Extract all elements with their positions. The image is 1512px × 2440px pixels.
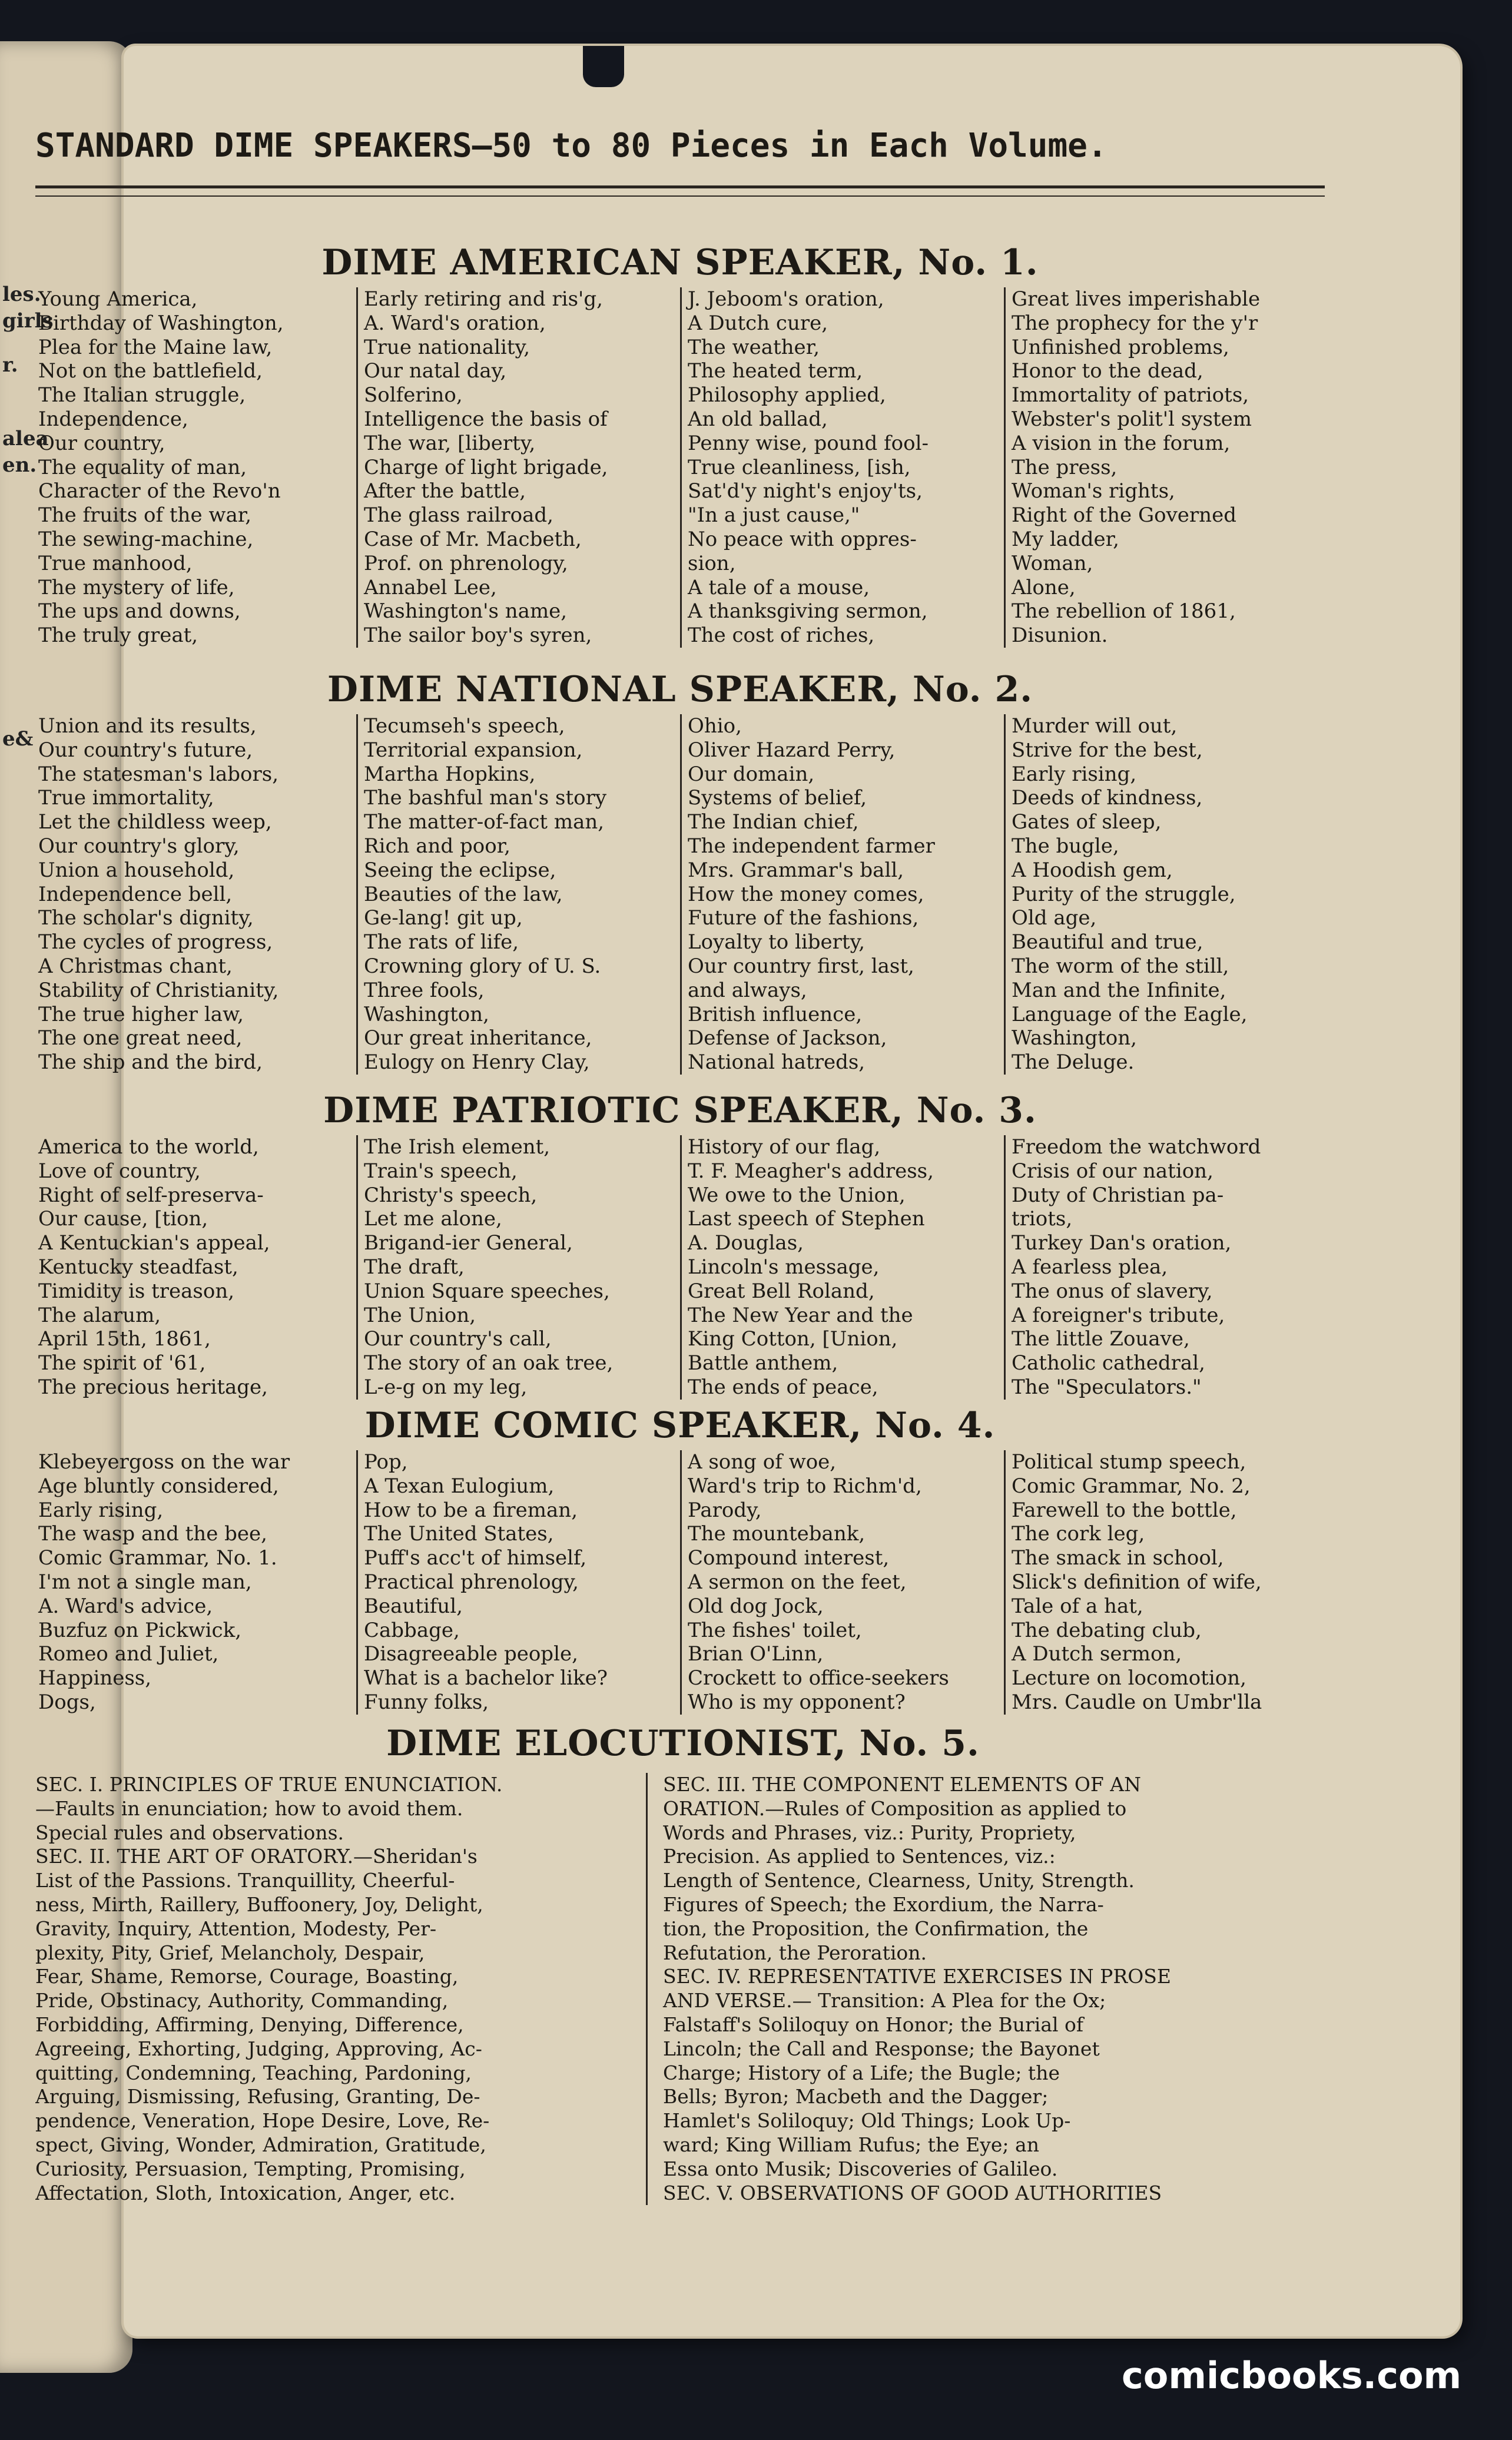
list-item: The worm of the still,: [1012, 954, 1229, 978]
list-item: A. Douglas,: [688, 1231, 804, 1255]
list-item: Last speech of Stephen: [688, 1207, 925, 1231]
section-title: DIME ELOCUTIONIST, No. 5.: [386, 1723, 980, 1764]
list-item: The equality of man,: [38, 455, 247, 479]
list-item: Mrs. Caudle on Umbr'lla: [1012, 1690, 1262, 1714]
list-item: The Italian struggle,: [38, 383, 246, 407]
column-3: [680, 1450, 1004, 1715]
list-item: Catholic cathedral,: [1012, 1351, 1205, 1375]
list-item: April 15th, 1861,: [38, 1327, 211, 1351]
list-item: Future of the fashions,: [688, 906, 919, 930]
list-item: Eulogy on Henry Clay,: [364, 1050, 590, 1075]
text-line: Special rules and observations.: [35, 1821, 344, 1844]
list-item: Washington,: [364, 1002, 489, 1026]
list-item: Woman,: [1012, 551, 1093, 575]
list-item: The scholar's dignity,: [38, 906, 254, 930]
text-line: Precision. As applied to Sentences, viz.:: [663, 1845, 1056, 1868]
list-item: Brian O'Linn,: [688, 1642, 824, 1666]
list-item: The ups and downs,: [38, 599, 241, 624]
text-line: Bells; Byron; Macbeth and the Dagger;: [663, 2085, 1049, 2109]
list-item: An old ballad,: [688, 407, 828, 431]
list-item: A sermon on the feet,: [688, 1570, 907, 1594]
text-line: Gravity, Inquiry, Attention, Modesty, Per-: [35, 1917, 437, 1940]
left-page-fragment: r.: [2, 353, 18, 377]
list-item: My ladder,: [1012, 527, 1119, 551]
text-line: ness, Mirth, Raillery, Buffoonery, Joy, Delight,: [35, 1892, 483, 1916]
list-item: Penny wise, pound fool-: [688, 431, 929, 455]
text-line: Figures of Speech; the Exordium, the Narra-: [663, 1892, 1104, 1916]
list-item: True cleanliness, [ish,: [688, 455, 911, 479]
list-item: Let me alone,: [364, 1207, 502, 1231]
text-line: Hamlet's Soliloquy; Old Things; Look Up-: [663, 2109, 1071, 2133]
list-item: Right of self-preserva-: [38, 1183, 264, 1207]
list-item: The mystery of life,: [38, 575, 235, 599]
list-item: Romeo and Juliet,: [38, 1642, 219, 1666]
list-item: Birthday of Washington,: [38, 311, 284, 335]
list-item: Language of the Eagle,: [1012, 1002, 1248, 1026]
list-item: T. F. Meagher's address,: [688, 1159, 934, 1183]
left-page-fragment: les.: [2, 283, 41, 306]
list-item: Great Bell Roland,: [688, 1279, 875, 1303]
text-line: plexity, Pity, Grief, Melancholy, Despair,: [35, 1941, 425, 1964]
left-page-fragment: girls: [2, 309, 54, 333]
list-item: Seeing the eclipse,: [364, 858, 556, 882]
list-item: Early rising,: [1012, 762, 1137, 786]
list-item: Christy's speech,: [364, 1183, 538, 1207]
list-item: The debating club,: [1012, 1618, 1202, 1642]
section-columns: [32, 1450, 1328, 1715]
list-item: Old dog Jock,: [688, 1594, 824, 1618]
list-item: Washington's name,: [364, 599, 568, 624]
list-item: Political stump speech,: [1012, 1450, 1246, 1474]
left-page-fragment: e&: [2, 727, 34, 751]
list-item: Our country's glory,: [38, 834, 240, 858]
list-item: Sat'd'y night's enjoy'ts,: [688, 479, 923, 503]
section-columns: [32, 1135, 1328, 1400]
list-item: Puff's acc't of himself,: [364, 1546, 587, 1570]
column-1: [32, 1135, 356, 1400]
list-item: The rebellion of 1861,: [1012, 599, 1236, 624]
list-item: British influence,: [688, 1002, 863, 1026]
text-line: Arguing, Dismissing, Refusing, Granting, De-: [35, 2085, 480, 2109]
list-item: A song of woe,: [688, 1450, 837, 1474]
list-item: The sewing-machine,: [38, 527, 254, 551]
list-item: A foreigner's tribute,: [1012, 1303, 1225, 1327]
list-item: Loyalty to liberty,: [688, 930, 866, 954]
list-item: What is a bachelor like?: [364, 1666, 608, 1690]
list-item: The fishes' toilet,: [688, 1618, 862, 1642]
text-line: List of the Passions. Tranquillity, Cheerful-: [35, 1869, 455, 1892]
text-line: Pride, Obstinacy, Authority, Commanding,: [35, 1989, 449, 2013]
list-item: The true higher law,: [38, 1002, 244, 1026]
list-item: Stability of Christianity,: [38, 978, 279, 1002]
elocutionist-right-column: [648, 1773, 1331, 2205]
header-rule: [35, 195, 1325, 197]
list-item: Early rising,: [38, 1498, 164, 1522]
column-4: [1004, 714, 1328, 1075]
list-item: The heated term,: [688, 359, 863, 383]
list-item: Solferino,: [364, 383, 463, 407]
column-3: [680, 714, 1004, 1075]
list-item: True immortality,: [38, 786, 214, 810]
list-item: The smack in school,: [1012, 1546, 1224, 1570]
list-item: History of our flag,: [688, 1135, 881, 1159]
text-line: SEC. IV. REPRESENTATIVE EXERCISES IN PROSE: [663, 1965, 1171, 1988]
list-item: Age bluntly considered,: [38, 1474, 279, 1498]
list-item: Rich and poor,: [364, 834, 510, 858]
list-item: Tecumseh's speech,: [364, 714, 565, 738]
list-item: Beauties of the law,: [364, 882, 563, 906]
column-3: [680, 1135, 1004, 1400]
list-item: Battle anthem,: [688, 1351, 838, 1375]
list-item: Freedom the watchword: [1012, 1135, 1261, 1159]
list-item: Klebeyergoss on the war: [38, 1450, 290, 1474]
list-item: Territorial expansion,: [364, 738, 583, 762]
text-line: SEC. III. THE COMPONENT ELEMENTS OF AN: [663, 1773, 1141, 1796]
list-item: How to be a fireman,: [364, 1498, 578, 1522]
list-item: Beautiful and true,: [1012, 930, 1203, 954]
list-item: Our domain,: [688, 762, 815, 786]
text-line: tion, the Proposition, the Confirmation, the: [663, 1917, 1089, 1940]
list-item: Timidity is treason,: [38, 1279, 235, 1303]
list-item: Case of Mr. Macbeth,: [364, 527, 582, 551]
list-item: Purity of the struggle,: [1012, 882, 1236, 906]
list-item: Slick's definition of wife,: [1012, 1570, 1262, 1594]
list-item: The precious heritage,: [38, 1375, 268, 1399]
list-item: Union and its results,: [38, 714, 257, 738]
list-item: triots,: [1012, 1207, 1073, 1231]
text-line: SEC. I. PRINCIPLES OF TRUE ENUNCIATION.: [35, 1773, 503, 1796]
list-item: The wasp and the bee,: [38, 1522, 267, 1546]
list-item: Great lives imperishable: [1012, 287, 1261, 311]
list-item: Annabel Lee,: [364, 575, 497, 599]
column-3: [680, 287, 1004, 648]
list-item: Let the childless weep,: [38, 810, 272, 834]
section-columns: [35, 1773, 1331, 2205]
list-item: Disunion.: [1012, 624, 1108, 648]
list-item: A Hoodish gem,: [1012, 858, 1173, 882]
list-item: The United States,: [364, 1522, 554, 1546]
list-item: The onus of slavery,: [1012, 1279, 1213, 1303]
left-page-fragment: en.: [2, 453, 37, 477]
watermark-logo: comicbooks.com: [1122, 2354, 1462, 2397]
list-item: Deeds of kindness,: [1012, 786, 1203, 810]
list-item: Our cause, [tion,: [38, 1207, 208, 1231]
list-item: Compound interest,: [688, 1546, 890, 1570]
list-item: Intelligence the basis of: [364, 407, 608, 431]
list-item: Lecture on locomotion,: [1012, 1666, 1246, 1690]
text-line: ORATION.—Rules of Composition as applied to: [663, 1796, 1127, 1820]
list-item: Lincoln's message,: [688, 1255, 880, 1279]
list-item: The independent farmer: [688, 834, 935, 858]
list-item: Our country,: [38, 431, 165, 455]
list-item: King Cotton, [Union,: [688, 1327, 898, 1351]
list-item: The truly great,: [38, 624, 198, 648]
list-item: True nationality,: [364, 335, 530, 359]
list-item: A tale of a mouse,: [688, 575, 870, 599]
text-line: AND VERSE.— Transition: A Plea for the Ox;: [663, 1989, 1106, 2013]
list-item: National hatreds,: [688, 1050, 866, 1075]
list-item: The Deluge.: [1012, 1050, 1135, 1075]
list-item: The Union,: [364, 1303, 476, 1327]
text-line: Refutation, the Peroration.: [663, 1941, 927, 1964]
list-item: The matter-of-fact man,: [364, 810, 605, 834]
list-item: Three fools,: [364, 978, 485, 1002]
list-item: The ends of peace,: [688, 1375, 878, 1399]
list-item: The statesman's labors,: [38, 762, 279, 786]
section-elocutionist: [35, 1722, 1331, 2205]
list-item: Old age,: [1012, 906, 1097, 930]
list-item: Brigand-ier General,: [364, 1231, 573, 1255]
text-line: Falstaff's Soliloquy on Honor; the Burial of: [663, 2013, 1084, 2036]
text-line: Curiosity, Persuasion, Tempting, Promising,: [35, 2157, 466, 2180]
list-item: Union a household,: [38, 858, 235, 882]
section-columns: [32, 714, 1328, 1075]
list-item: Train's speech,: [364, 1159, 518, 1183]
list-item: Kentucky steadfast,: [38, 1255, 238, 1279]
list-item: Ohio,: [688, 714, 742, 738]
list-item: The fruits of the war,: [38, 503, 252, 528]
list-item: Alone,: [1012, 575, 1076, 599]
list-item: A Texan Eulogium,: [364, 1474, 555, 1498]
list-item: The cycles of progress,: [38, 930, 273, 954]
list-item: Character of the Revo'n: [38, 479, 281, 503]
text-line: —Faults in enunciation; how to avoid them.: [35, 1796, 463, 1820]
list-item: Cabbage,: [364, 1618, 460, 1642]
list-item: The war, [liberty,: [364, 431, 536, 455]
list-item: I'm not a single man,: [38, 1570, 252, 1594]
list-item: Woman's rights,: [1012, 479, 1175, 503]
list-item: L-e-g on my leg,: [364, 1375, 528, 1399]
list-item: Comic Grammar, No. 2,: [1012, 1474, 1251, 1498]
list-item: Gates of sleep,: [1012, 810, 1162, 834]
list-item: "In a just cause,": [688, 503, 860, 528]
text-line: Charge; History of a Life; the Bugle; the: [663, 2061, 1060, 2084]
list-item: Our great inheritance,: [364, 1026, 592, 1050]
list-item: Martha Hopkins,: [364, 762, 536, 786]
list-item: A Christmas chant,: [38, 954, 233, 978]
list-item: The spirit of '61,: [38, 1351, 206, 1375]
list-item: Funny folks,: [364, 1690, 489, 1714]
elocutionist-left-column: [35, 1773, 648, 2205]
text-line: Essa onto Musik; Discoveries of Galileo.: [663, 2157, 1058, 2180]
list-item: Love of country,: [38, 1159, 201, 1183]
text-line: SEC. II. THE ART OF ORATORY.—Sheridan's: [35, 1845, 478, 1868]
list-item: Plea for the Maine law,: [38, 335, 273, 359]
list-item: Parody,: [688, 1498, 762, 1522]
list-item: Our country's future,: [38, 738, 253, 762]
list-item: Our natal day,: [364, 359, 507, 383]
text-line: SEC. V. OBSERVATIONS OF GOOD AUTHORITIES: [663, 2181, 1162, 2204]
section-american-speaker: [32, 241, 1328, 648]
column-2: [356, 1450, 680, 1715]
section-title: DIME PATRIOTIC SPEAKER, No. 3.: [323, 1090, 1037, 1131]
list-item: How the money comes,: [688, 882, 924, 906]
column-1: [32, 287, 356, 648]
list-item: The press,: [1012, 455, 1118, 479]
list-item: Comic Grammar, No. 1.: [38, 1546, 277, 1570]
text-line: Forbidding, Affirming, Denying, Difference,: [35, 2013, 464, 2036]
list-item: A fearless plea,: [1012, 1255, 1168, 1279]
text-line: Lincoln; the Call and Response; the Bayonet: [663, 2037, 1100, 2060]
list-item: Webster's polit'l system: [1012, 407, 1252, 431]
text-line: spect, Giving, Wonder, Admiration, Gratitude,: [35, 2133, 486, 2156]
list-item: Washington,: [1012, 1026, 1137, 1050]
list-item: Buzfuz on Pickwick,: [38, 1618, 241, 1642]
list-item: We owe to the Union,: [688, 1183, 906, 1207]
list-item: and always,: [688, 978, 807, 1002]
section-title: DIME COMIC SPEAKER, No. 4.: [364, 1405, 996, 1446]
text-line: pendence, Veneration, Hope Desire, Love, Re-: [35, 2109, 490, 2133]
list-item: The glass railroad,: [364, 503, 553, 528]
text-line: ward; King William Rufus; the Eye; an: [663, 2133, 1039, 2156]
list-item: Murder will out,: [1012, 714, 1178, 738]
list-item: The story of an oak tree,: [364, 1351, 614, 1375]
list-item: Happiness,: [38, 1666, 152, 1690]
list-item: After the battle,: [364, 479, 526, 503]
list-item: Right of the Governed: [1012, 503, 1236, 528]
list-item: Independence bell,: [38, 882, 233, 906]
list-item: The cost of riches,: [688, 624, 875, 648]
list-item: The little Zouave,: [1012, 1327, 1190, 1351]
list-item: Young America,: [38, 287, 198, 311]
list-item: A vision in the forum,: [1012, 431, 1231, 455]
list-item: Practical phrenology,: [364, 1570, 579, 1594]
list-item: Crockett to office-seekers: [688, 1666, 949, 1690]
list-item: A Dutch cure,: [688, 311, 828, 335]
binding-notch: [583, 46, 624, 87]
section-comic-speaker: [32, 1404, 1328, 1715]
list-item: No peace with oppres-: [688, 527, 917, 551]
list-item: Independence,: [38, 407, 188, 431]
list-item: Defense of Jackson,: [688, 1026, 887, 1050]
list-item: America to the world,: [38, 1135, 259, 1159]
list-item: Crisis of our nation,: [1012, 1159, 1213, 1183]
page-header: STANDARD DIME SPEAKERS—50 to 80 Pieces in Each Volume.: [35, 127, 1325, 188]
column-2: [356, 714, 680, 1075]
column-2: [356, 1135, 680, 1400]
section-title: DIME AMERICAN SPEAKER, No. 1.: [321, 242, 1039, 283]
list-item: Pop,: [364, 1450, 408, 1474]
list-item: A. Ward's advice,: [38, 1594, 213, 1618]
list-item: Farewell to the bottle,: [1012, 1498, 1237, 1522]
text-line: Fear, Shame, Remorse, Courage, Boasting,: [35, 1965, 459, 1988]
section-patriotic-speaker: [32, 1089, 1328, 1400]
list-item: J. Jeboom's oration,: [688, 287, 884, 311]
list-item: The prophecy for the y'r: [1012, 311, 1258, 335]
list-item: The cork leg,: [1012, 1522, 1145, 1546]
list-item: The one great need,: [38, 1026, 243, 1050]
list-item: The draft,: [364, 1255, 465, 1279]
list-item: The New Year and the: [688, 1303, 913, 1327]
column-2: [356, 287, 680, 648]
list-item: The mountebank,: [688, 1522, 866, 1546]
list-item: Our country's call,: [364, 1327, 552, 1351]
list-item: True manhood,: [38, 551, 193, 575]
column-1: [32, 714, 356, 1075]
list-item: Who is my opponent?: [688, 1690, 906, 1714]
list-item: A Kentuckian's appeal,: [38, 1231, 270, 1255]
list-item: The rats of life,: [364, 930, 519, 954]
column-4: [1004, 287, 1328, 648]
column-4: [1004, 1450, 1328, 1715]
list-item: A thanksgiving sermon,: [688, 599, 928, 624]
list-item: Charge of light brigade,: [364, 455, 608, 479]
list-item: Our country first, last,: [688, 954, 914, 978]
list-item: Duty of Christian pa-: [1012, 1183, 1224, 1207]
list-item: Oliver Hazard Perry,: [688, 738, 896, 762]
list-item: Turkey Dan's oration,: [1012, 1231, 1232, 1255]
section-national-speaker: [32, 668, 1328, 1075]
list-item: Not on the battlefield,: [38, 359, 263, 383]
list-item: Unfinished problems,: [1012, 335, 1229, 359]
list-item: The "Speculators.": [1012, 1375, 1202, 1399]
text-line: Length of Sentence, Clearness, Unity, Strength.: [663, 1869, 1135, 1892]
text-line: Affectation, Sloth, Intoxication, Anger, etc.: [35, 2181, 456, 2204]
text-line: Agreeing, Exhorting, Judging, Approving, Ac-: [35, 2037, 482, 2060]
list-item: The sailor boy's syren,: [364, 624, 592, 648]
list-item: Beautiful,: [364, 1594, 463, 1618]
list-item: A. Ward's oration,: [364, 311, 546, 335]
list-item: A Dutch sermon,: [1012, 1642, 1182, 1666]
section-title: DIME NATIONAL SPEAKER, No. 2.: [327, 669, 1033, 710]
list-item: sion,: [688, 551, 736, 575]
list-item: Disagreeable people,: [364, 1642, 578, 1666]
list-item: Man and the Infinite,: [1012, 978, 1226, 1002]
list-item: The bugle,: [1012, 834, 1119, 858]
list-item: Strive for the best,: [1012, 738, 1203, 762]
list-item: Ge-lang! git up,: [364, 906, 523, 930]
list-item: The alarum,: [38, 1303, 161, 1327]
list-item: Union Square speeches,: [364, 1279, 610, 1303]
section-columns: [32, 287, 1328, 648]
list-item: Philosophy applied,: [688, 383, 886, 407]
list-item: Immortality of patriots,: [1012, 383, 1249, 407]
list-item: Tale of a hat,: [1012, 1594, 1143, 1618]
list-item: The Irish element,: [364, 1135, 551, 1159]
text-line: quitting, Condemning, Teaching, Pardoning,: [35, 2061, 472, 2084]
list-item: Dogs,: [38, 1690, 96, 1714]
list-item: Honor to the dead,: [1012, 359, 1203, 383]
list-item: Systems of belief,: [688, 786, 867, 810]
list-item: Prof. on phrenology,: [364, 551, 568, 575]
list-item: The ship and the bird,: [38, 1050, 263, 1075]
list-item: Crowning glory of U. S.: [364, 954, 601, 978]
column-1: [32, 1450, 356, 1715]
text-line: Words and Phrases, viz.: Purity, Propriety,: [663, 1821, 1076, 1844]
list-item: The Indian chief,: [688, 810, 859, 834]
list-item: Early retiring and ris'g,: [364, 287, 603, 311]
list-item: The weather,: [688, 335, 820, 359]
column-4: [1004, 1135, 1328, 1400]
list-item: Mrs. Grammar's ball,: [688, 858, 904, 882]
left-page-fragment: alea: [2, 427, 49, 450]
list-item: Ward's trip to Richm'd,: [688, 1474, 922, 1498]
list-item: The bashful man's story: [364, 786, 607, 810]
